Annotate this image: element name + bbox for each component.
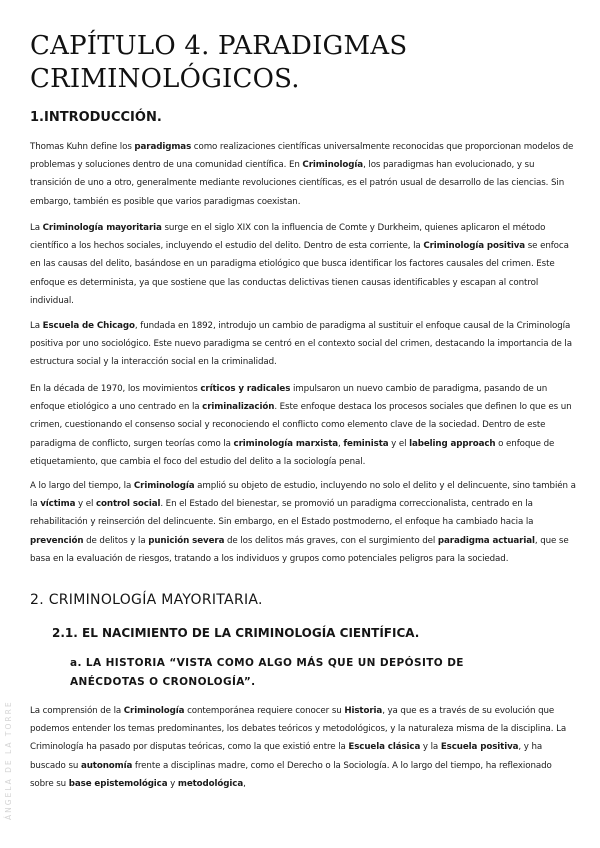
bold-term: Criminología positiva [423, 241, 526, 252]
bold-term: paradigma actuarial [437, 535, 535, 546]
bold-term: Escuela clásica [348, 742, 421, 753]
bold-term: Escuela de Chicago [42, 321, 135, 331]
bold-term: críticos y radicales [200, 384, 291, 394]
section-heading-introduccion: 1.INTRODUCCIÓN. [30, 110, 162, 125]
bold-term: Criminología mayoritaria [42, 223, 162, 233]
bold-term: metodológica [177, 778, 244, 789]
bold-term: Criminología [302, 160, 364, 171]
intro-paragraph: La Criminología mayoritaria surge en el siglo XIX con la influencia de Comte y Durkheim, quienes aplicaron el método científico a los hechos sociales, incluyendo el estudio del delito. Dentro de esta corriente, la Criminología positiva se enfoca en las causas del delito, basándose en un paradigma etiológico que busca identificar los factores causales del crimen. Este enfoque es determinista, ya que sostiene que las conductas delictivas tienen causas identificables y escapan al control individual. [30, 223, 569, 306]
author-watermark: ÁNGELA DE LA TORRE [4, 700, 13, 820]
section-heading-criminologia-mayoritaria: 2. CRIMINOLOGÍA MAYORITARIA. [30, 592, 263, 608]
intro-paragraph: A lo largo del tiempo, la Criminología amplió su objeto de estudio, incluyendo no solo el delito y el delincuente, sino también a la víctima y el control social. En el Estado del bienestar, se promovió un paradigma correccionalista, centrado en la rehabilitación y reinserción del delincuente. Sin embargo, en el Estado postmoderno, el enfoque ha cambiado hacia la prevención de delitos y la punición severa de los delitos más graves, con el surgimiento del paradigma actuarial, que se basa en la evaluación de riesgos, tratando a los individuos y grupos como potenciales peligros para la sociedad. [30, 481, 576, 564]
bold-term: criminalización [202, 402, 275, 413]
intro-paragraph: La Escuela de Chicago, fundada en 1892, introdujo un cambio de paradigma al sustituir el enfoque causal de la Criminología positiva por uno sociológico. Este nuevo paradigma se centró en el contexto social del crimen, destacando la importancia de la estructura social y la interacción social en la criminalidad. [30, 321, 572, 368]
bold-term: punición severa [148, 535, 225, 546]
bold-term: autonomía [80, 760, 133, 771]
chapter-title: CAPÍTULO 4. PARADIGMAS CRIMINOLÓGICOS. [30, 31, 408, 94]
bold-term: víctima [40, 499, 76, 510]
bold-term: labeling approach [409, 438, 496, 449]
subsection-heading-nacimiento: 2.1. EL NACIMIENTO DE LA CRIMINOLOGÍA CIENTÍFICA. [52, 626, 420, 640]
intro-paragraph: Thomas Kuhn define los paradigmas como realizaciones científicas universalmente reconocidas que proporcionan modelos de problemas y soluciones dentro de una comunidad científica. En Criminología, los paradigmas han evolucionado, y su transición de uno a otro, generalmente mediante revoluciones científicas, es el patrón usual de desarrollo de las ciencias. Sin embargo, también es posible que varios paradigmas coexistan. [30, 142, 574, 207]
bold-term: Criminología [133, 481, 195, 491]
bold-term: feminista [343, 438, 389, 449]
bold-term: Escuela positiva [440, 742, 519, 753]
bold-term: paradigmas [134, 142, 192, 152]
subsubsection-heading-historia: a. LA HISTORIA “VISTA COMO ALGO MÁS QUE UN DEPÓSITO DE ANÉCDOTAS O CRONOLOGÍA”. [70, 657, 464, 688]
bold-term: control social [95, 499, 161, 510]
bold-term: Criminología [123, 706, 185, 716]
bold-term: prevención [30, 535, 84, 546]
bold-term: criminología marxista [233, 438, 339, 449]
bold-term: base epistemológica [68, 778, 168, 789]
bold-term: Historia [344, 706, 383, 716]
intro-paragraph: En la década de 1970, los movimientos críticos y radicales impulsaron un nuevo cambio de paradigma, pasando de un enfoque etiológico a uno centrado en la criminalización. Este enfoque destaca los procesos sociales que definen lo que es un crimen, cuestionando el consenso social y reconociendo el conflicto como elemento clave de la sociedad. Dentro de este paradigma de conflicto, surgen teorías como la criminología marxista, feminista y el labeling approach o enfoque de etiquetamiento, que cambia el foco del estudio del delito a la sociología penal. [30, 384, 572, 467]
history-paragraph: La comprensión de la Criminología contemporánea requiere conocer su Historia, ya que es a través de su evolución que podemos entender los temas predominantes, los debates teóricos y metodológicos, y la naturaleza misma de la disciplina. La Criminología ha pasado por disputas teóricas, como la que existió entre la Escuela clásica y la Escuela positiva, y ha buscado su autonomía frente a disciplinas madre, como el Derecho o la Sociología. A lo largo del tiempo, ha reflexionado sobre su base epistemológica y metodológica, [30, 706, 567, 789]
